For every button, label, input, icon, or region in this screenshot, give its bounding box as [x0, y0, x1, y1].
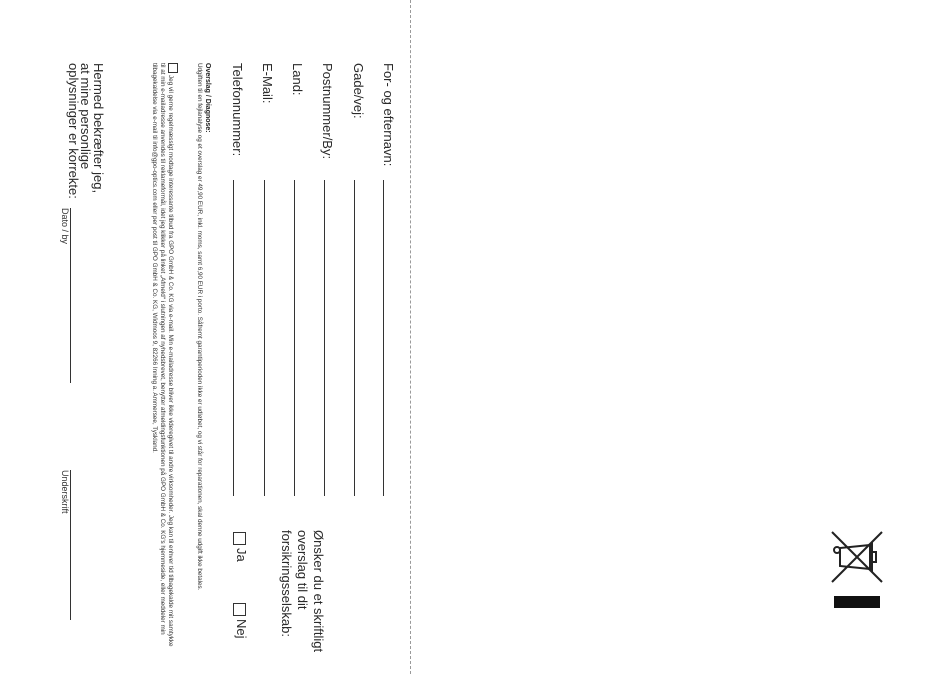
country-label: Land:	[290, 63, 305, 96]
estimate-yes-label: Ja	[234, 548, 249, 562]
diagnosis-text: Udgiften til en fejlanalyse og et overslag er 49,90 EUR, inkl. moms, samt 6,90 EUR i porto. Såfremt garantiperioden ikke er udløbet, og vi står for reparationen, skal denne udgift ikke betales.	[196, 63, 203, 591]
country-line[interactable]	[294, 180, 295, 496]
signature-line[interactable]	[70, 470, 71, 620]
estimate-yes-checkbox[interactable]	[233, 532, 246, 545]
postal-city-label: Postnummer/By:	[320, 63, 335, 160]
consent-text: Jeg vil gerne regelmæssigt modtage interessante tilbud fra GPO GmbH & Co. KG via e-mail. Min e-mailadresse bliver ikke videregivet til andre virksomheder. Jeg kan til enhver tid tilbagekalde mit samtykke til at min e-mailadresse anvendes til reklameformål, idet jeg klikker på linket „Afmeld“ i slutningen af nyhedsbrevet, benytter afmeldingsfunktionen på GPO GmbH & Co. KG's hjemmeside, eller meddeler min tilbagekaldelse via e-mail til info@gpo-optics.com eller per post til GPO GmbH & Co. KG, Widmoos 9, 82266 Inning a. Ammersee, Tyskland.	[151, 63, 174, 647]
estimate-question: Ønsker du et skriftligt overslag til dit forsikringsselskab:	[279, 530, 326, 653]
date-city-line[interactable]	[70, 208, 71, 383]
estimate-no-label: Nej	[234, 619, 249, 639]
crossed-out-wheelie-bin-icon	[828, 528, 886, 610]
estimate-no-checkbox[interactable]	[233, 603, 246, 616]
name-line[interactable]	[383, 180, 384, 496]
email-line[interactable]	[264, 180, 265, 496]
email-label: E-Mail:	[260, 63, 275, 104]
name-label: For- og efternavn:	[381, 63, 396, 167]
phone-line[interactable]	[233, 180, 234, 496]
date-city-label: Dato / by	[60, 208, 70, 245]
rotated-form-panel	[0, 0, 410, 674]
signature-label: Underskrift	[60, 470, 70, 514]
newsletter-consent	[150, 63, 178, 651]
confirmation-text: Hermed bekræfter jeg, at mine personlige oplysninger er korrekte:	[66, 63, 106, 199]
fold-dashed-line	[410, 0, 411, 674]
consent-checkbox[interactable]	[168, 63, 178, 73]
phone-label: Telefonnummer:	[230, 63, 245, 157]
postal-city-line[interactable]	[324, 180, 325, 496]
street-label: Gade/vej:	[351, 63, 366, 119]
street-line[interactable]	[354, 180, 355, 496]
diagnosis-title: Overslag / Diagnose:	[204, 63, 211, 133]
